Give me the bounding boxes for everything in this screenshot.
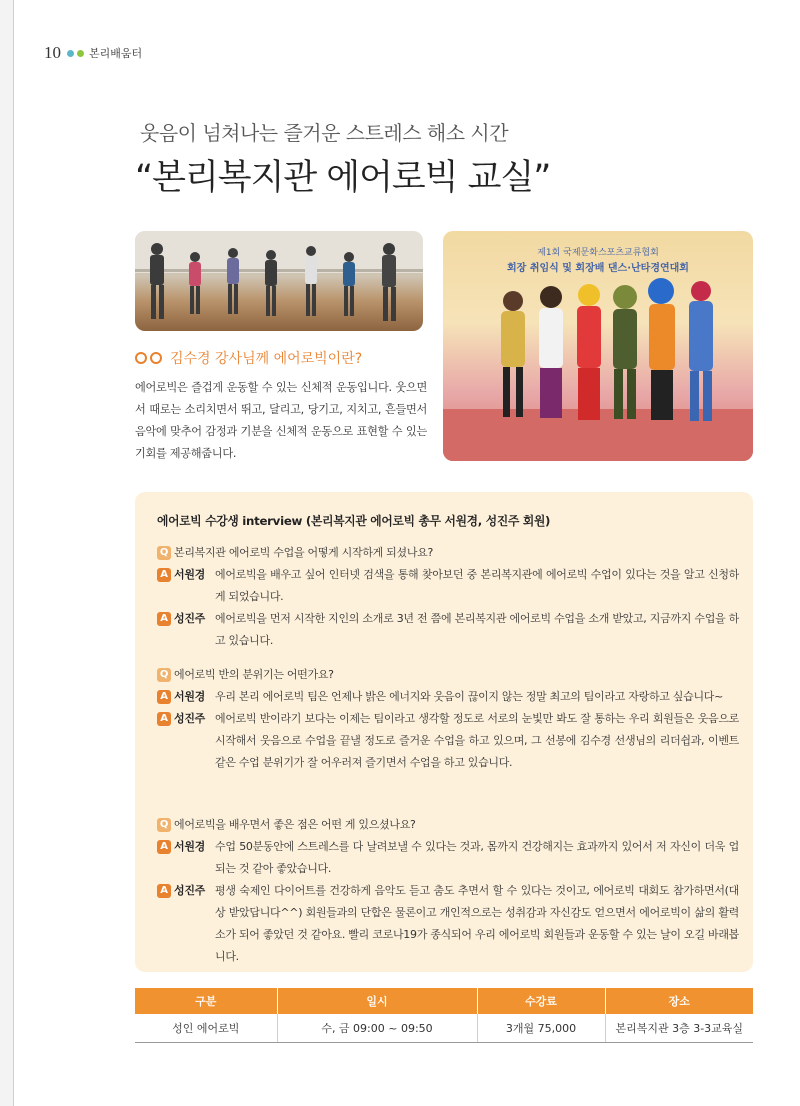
answer-text: 평생 숙제인 다이어트를 건강하게 음악도 듣고 춤도 추면서 할 수 있다는 것이고, 에어로빅 대회도 참가하면서(대상 받았답니다^^) 회원들과의 단합은 물론이고 개인적으로는 성취감과 자신감도 얻으면서 에어로빅이 삶의 활력소가 되어 좋았던 것 같아요. 빨리 코로나19가 종식되어 우리 에어로빅 회원들과 운동할 수 있는 날이 오길 바래봅니다. xyxy=(215,884,739,963)
interview-box xyxy=(135,492,753,972)
answer-text: 에어로빅을 배우고 싶어 인터넷 검색을 통해 찾아보던 중 본리복지관에 에어로빅 수업이 있다는 것을 알고 신청하게 되었습니다. xyxy=(215,568,739,603)
speaker-name: 성진주 xyxy=(174,884,205,897)
qa-block xyxy=(157,814,739,968)
question-text: 에어로빅 반의 분위기는 어떤가요? xyxy=(174,668,334,681)
question-line xyxy=(157,542,739,564)
table-cell: 수, 금 09:00 ~ 09:50 xyxy=(277,1014,477,1042)
answer-line xyxy=(157,836,739,880)
contest-group-illustration xyxy=(443,231,753,461)
answer-line xyxy=(157,564,739,608)
answer-line xyxy=(157,708,739,774)
answer-line xyxy=(157,880,739,968)
bullet-dot-icon xyxy=(67,50,74,57)
instructor-heading-text: 김수경 강사님께 에어로빅이란? xyxy=(170,351,363,367)
speaker-name: 성진주 xyxy=(174,712,205,725)
a-badge-icon: A xyxy=(157,612,171,626)
question-line xyxy=(157,664,739,686)
dance-contest-photo xyxy=(443,231,753,461)
table-row xyxy=(135,1014,753,1042)
instructor-heading xyxy=(135,348,362,368)
circle-bullet-icon xyxy=(135,352,147,364)
column-header: 수강료 xyxy=(477,988,605,1014)
question-text: 에어로빅을 배우면서 좋은 점은 어떤 게 있으셨나요? xyxy=(174,818,416,831)
table-cell: 3개월 75,000 xyxy=(477,1014,605,1042)
speaker-name: 서원경 xyxy=(174,690,205,703)
q-badge-icon: Q xyxy=(157,818,171,832)
answer-text: 수업 50분동안에 스트레스를 다 날려보낼 수 있다는 것과, 몸까지 건강해지는 효과까지 있어서 저 자신이 더욱 업 되는 것 같아 좋았습니다. xyxy=(215,840,739,875)
article-subtitle: 웃음이 넘쳐나는 즐거운 스트레스 해소 시간 xyxy=(140,121,509,145)
question-line xyxy=(157,814,739,836)
aerobics-class-photo xyxy=(135,231,423,331)
table-cell: 본리복지관 3층 3-3교육실 xyxy=(605,1014,753,1042)
circle-bullet-icon xyxy=(150,352,162,364)
q-badge-icon: Q xyxy=(157,668,171,682)
a-badge-icon: A xyxy=(157,690,171,704)
page-number: 10 xyxy=(44,43,61,62)
a-badge-icon: A xyxy=(157,840,171,854)
speaker-name: 성진주 xyxy=(174,612,205,625)
schedule-table xyxy=(135,988,753,1043)
a-badge-icon: A xyxy=(157,712,171,726)
a-badge-icon: A xyxy=(157,568,171,582)
event-banner-line1: 제1회 국제문화스포츠교류협회 xyxy=(537,248,659,258)
column-header: 장소 xyxy=(605,988,753,1014)
column-header: 일시 xyxy=(277,988,477,1014)
page-header xyxy=(44,43,142,63)
interview-title: 에어로빅 수강생 interview (본리복지관 에어로빅 총무 서원경, 성진주 회원) xyxy=(157,514,551,528)
qa-block xyxy=(157,542,739,652)
answer-text: 에어로빅을 먼저 시작한 지인의 소개로 3년 전 쯤에 본리복지관 에어로빅 수업을 소개 받았고, 지금까지 수업을 하고 있습니다. xyxy=(215,612,739,647)
question-text: 본리복지관 에어로빅 수업을 어떻게 시작하게 되셨나요? xyxy=(174,546,434,559)
event-banner-line2: 회장 취임식 및 회장배 댄스·난타경연대회 xyxy=(507,263,689,274)
article-title: “본리복지관 에어로빅 교실” xyxy=(135,158,551,198)
section-name: 본리배움터 xyxy=(89,47,143,60)
q-badge-icon: Q xyxy=(157,546,171,560)
table-cell: 성인 에어로빅 xyxy=(135,1014,277,1042)
aerobics-class-illustration xyxy=(135,231,423,331)
a-badge-icon: A xyxy=(157,884,171,898)
answer-text: 우리 본리 에어로빅 팀은 언제나 밝은 에너지와 웃음이 끊이지 않는 정말 최고의 팀이라고 자랑하고 싶습니다~ xyxy=(215,690,724,703)
column-header: 구분 xyxy=(135,988,277,1014)
table-header-row xyxy=(135,988,753,1014)
qa-block xyxy=(157,664,739,774)
answer-line xyxy=(157,608,739,652)
speaker-name: 서원경 xyxy=(174,840,205,853)
page-frame-left xyxy=(0,0,14,1106)
bullet-dot-icon xyxy=(77,50,84,57)
speaker-name: 서원경 xyxy=(174,568,205,581)
answer-text: 에어로빅 반이라기 보다는 이제는 팀이라고 생각할 정도로 서로의 눈빛만 봐도 잘 통하는 우리 회원들은 웃음으로 시작해서 웃음으로 수업을 끝낼 정도로 즐거운 수업을 하고 있으며, 그 선봉에 김수경 선생님의 리더쉽과, 이벤트같은 수업 분위기가 잘 어우러져 즐기면서 수업을 하고 있습니다. xyxy=(215,712,739,769)
instructor-text: 에어로빅은 즐겁게 운동할 수 있는 신체적 운동입니다. 웃으면서 때로는 소리치면서 뛰고, 달리고, 당기고, 지치고, 흔들면서 음악에 맞추어 감정과 기분을 신체적 운동으로 표현할 수 있는 기회를 제공해줍니다. xyxy=(135,381,427,460)
answer-line xyxy=(157,686,739,708)
